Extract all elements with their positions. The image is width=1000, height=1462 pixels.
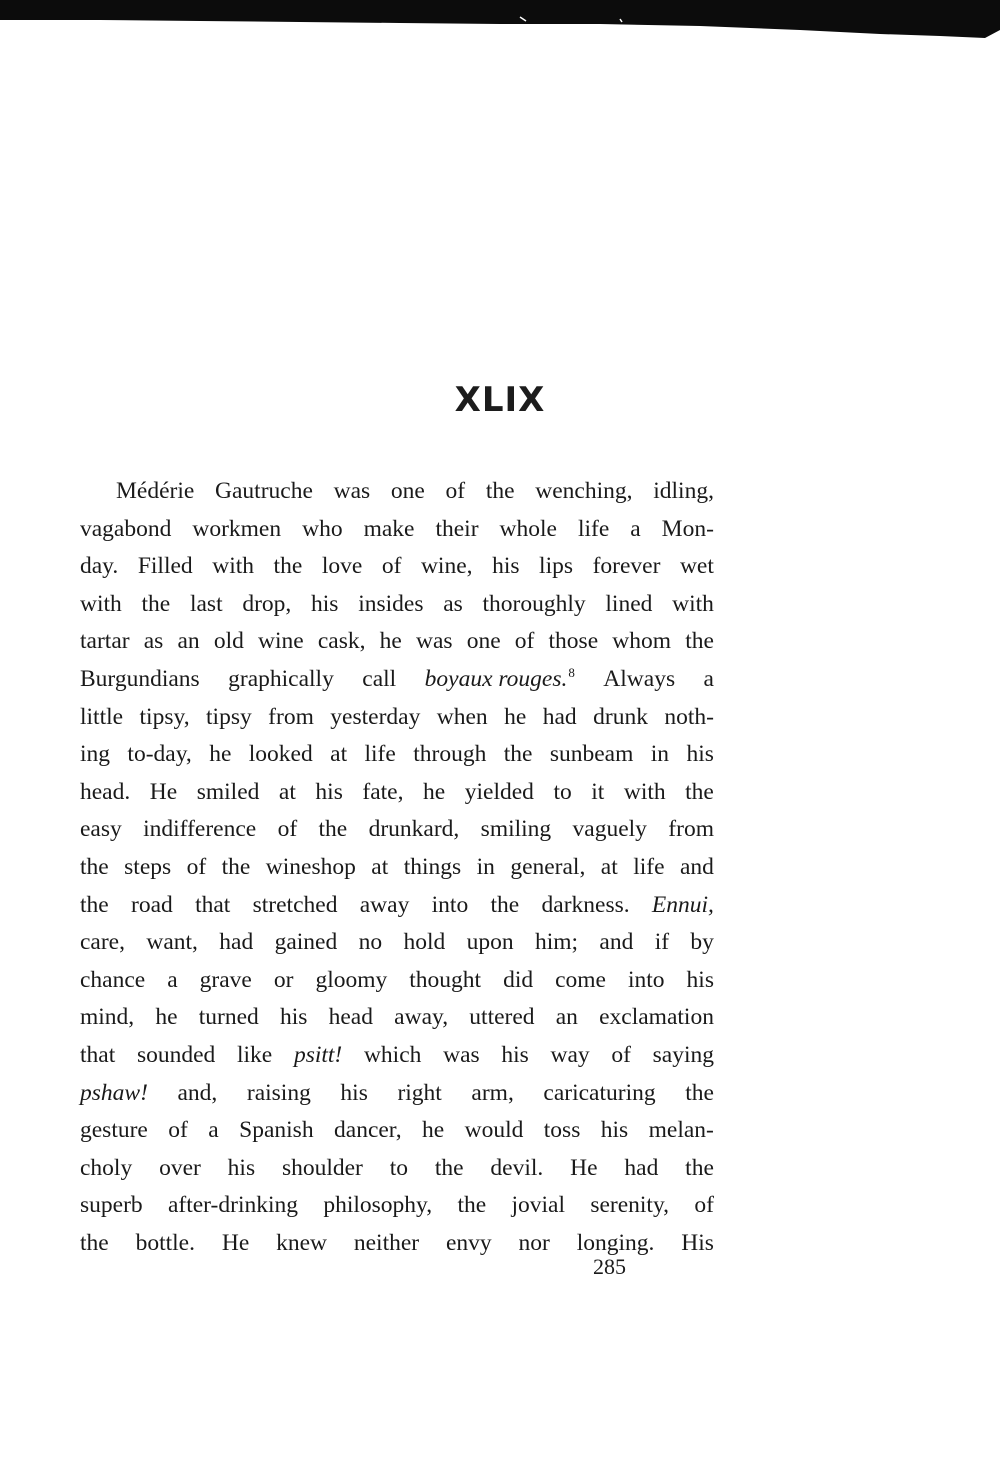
- word: Spanish: [239, 1117, 314, 1144]
- word: and,: [177, 1079, 218, 1106]
- text-line: [80, 849, 714, 887]
- word: his: [492, 553, 520, 580]
- word: the: [273, 553, 303, 580]
- word: mind,: [80, 1004, 135, 1031]
- word: of: [381, 553, 402, 580]
- word: arm,: [471, 1079, 514, 1106]
- word: day.: [80, 553, 119, 580]
- word: He: [570, 1154, 598, 1181]
- word: old: [213, 628, 244, 655]
- word: head: [328, 1004, 373, 1031]
- word: way: [550, 1041, 590, 1068]
- word: the: [80, 853, 109, 880]
- word: Gautruche: [215, 478, 313, 504]
- scan-top-edge: [0, 0, 1000, 40]
- word: care,: [80, 929, 125, 956]
- word: bottle.: [135, 1229, 195, 1256]
- word: life: [577, 515, 610, 542]
- word: his: [279, 1004, 308, 1031]
- word: after-drinking: [167, 1192, 298, 1219]
- word: of: [168, 1117, 188, 1144]
- word: idling,: [653, 478, 714, 504]
- text-line: [80, 623, 714, 661]
- word: to-day,: [127, 741, 192, 768]
- text-line: [80, 699, 714, 737]
- word: graphically: [228, 665, 334, 692]
- word: with: [212, 553, 254, 580]
- word: whom: [612, 628, 672, 655]
- word: general,: [510, 853, 586, 880]
- word: the: [685, 628, 714, 655]
- word: whole: [499, 515, 557, 542]
- word: or: [273, 966, 294, 993]
- word: at: [278, 778, 296, 805]
- word: no: [358, 929, 383, 956]
- word: those: [548, 628, 599, 655]
- word: head.: [80, 778, 131, 805]
- word: tartar: [80, 628, 130, 655]
- word: come: [555, 966, 606, 993]
- text-line: [80, 1037, 714, 1075]
- word: his: [340, 1079, 368, 1106]
- page-number-display: 285: [593, 1254, 626, 1279]
- word: Mon-: [661, 515, 714, 542]
- text-line: [80, 1150, 714, 1188]
- text-line: [80, 774, 714, 812]
- word: the: [503, 741, 533, 768]
- word: gained: [274, 929, 338, 956]
- word: steps: [124, 853, 172, 880]
- word: with: [80, 590, 122, 617]
- word: through: [413, 741, 487, 768]
- word: by: [690, 929, 714, 956]
- word: yesterday: [330, 703, 421, 730]
- word: Médérie: [116, 478, 195, 504]
- word: darkness.: [541, 891, 630, 918]
- word: wine: [258, 628, 304, 655]
- word: want,: [146, 929, 198, 956]
- word: gesture: [80, 1117, 148, 1144]
- word: call: [362, 665, 397, 692]
- word: thoroughly: [482, 590, 586, 617]
- word: melan-: [648, 1117, 714, 1144]
- word: easy: [80, 816, 122, 843]
- word: him;: [534, 929, 579, 956]
- word: Filled: [137, 553, 193, 580]
- text-line: [80, 887, 714, 925]
- word: the: [490, 891, 520, 918]
- word: sounded: [136, 1041, 216, 1068]
- word: he: [504, 703, 527, 730]
- word: grave: [199, 966, 252, 993]
- word: wineshop: [265, 853, 356, 880]
- word: a: [703, 665, 714, 692]
- word: was: [443, 1041, 480, 1068]
- word: upon: [466, 929, 514, 956]
- word: caricaturing: [543, 1079, 656, 1106]
- word: devil.: [490, 1154, 544, 1181]
- word: who: [302, 515, 343, 542]
- word: forever: [592, 553, 661, 580]
- word: vaguely: [572, 816, 647, 843]
- word: he: [379, 628, 402, 655]
- word: from: [268, 703, 314, 730]
- chapter-heading: XLIX: [454, 380, 546, 420]
- word: his: [315, 778, 343, 805]
- word: a: [167, 966, 178, 993]
- word: he: [209, 741, 232, 768]
- word: the: [685, 1154, 714, 1181]
- word: his: [227, 1154, 256, 1181]
- word: cask,: [317, 628, 366, 655]
- word: into: [431, 891, 469, 918]
- word: life: [364, 741, 396, 768]
- word: a: [208, 1117, 219, 1144]
- word: at: [600, 853, 618, 880]
- word: indifference: [143, 816, 257, 843]
- word: one: [390, 478, 425, 504]
- word: insides: [358, 590, 424, 617]
- word: toss: [543, 1117, 581, 1144]
- word: choly: [80, 1154, 133, 1181]
- word: with: [623, 778, 666, 805]
- word: it: [591, 778, 605, 805]
- word: of: [694, 1192, 714, 1219]
- word: tipsy: [206, 703, 252, 730]
- word: an: [555, 1004, 578, 1031]
- word: shoulder: [281, 1154, 363, 1181]
- word: the: [80, 1229, 109, 1256]
- text-line: [80, 586, 714, 624]
- word: wenching,: [535, 478, 633, 504]
- word: and: [599, 929, 634, 956]
- word: his: [686, 741, 714, 768]
- word: his: [501, 1041, 529, 1068]
- word: into: [627, 966, 665, 993]
- text-line: [80, 1075, 714, 1113]
- word: had: [624, 1154, 659, 1181]
- word: away: [359, 891, 410, 918]
- word: was: [415, 628, 453, 655]
- word: to: [389, 1154, 409, 1181]
- body-paragraph: [80, 473, 714, 1262]
- word: of: [611, 1041, 631, 1068]
- word: hold: [403, 929, 446, 956]
- word: if: [654, 929, 670, 956]
- word: as: [143, 628, 164, 655]
- word: road: [131, 891, 173, 918]
- word: He: [149, 778, 178, 805]
- word: at: [371, 853, 389, 880]
- word: he: [422, 1117, 445, 1144]
- word: lips: [539, 553, 574, 580]
- word: with: [672, 590, 714, 617]
- word: fate,: [362, 778, 404, 805]
- word: yielded: [464, 778, 534, 805]
- word: of: [514, 628, 535, 655]
- word: the: [685, 1079, 714, 1106]
- word: over: [159, 1154, 201, 1181]
- word: the: [80, 891, 109, 918]
- word: the: [457, 1192, 487, 1219]
- word: in: [476, 853, 495, 880]
- word: he: [423, 778, 446, 805]
- italic-phrase: pshaw!: [80, 1079, 148, 1106]
- word: of: [186, 853, 207, 880]
- word: one: [466, 628, 501, 655]
- word: saying: [652, 1041, 714, 1068]
- word: that: [80, 1041, 116, 1068]
- word: right: [397, 1079, 442, 1106]
- word: love: [321, 553, 363, 580]
- word: His: [681, 1229, 714, 1256]
- word: last: [189, 590, 223, 617]
- word: the: [221, 853, 251, 880]
- word: ing: [80, 741, 111, 768]
- word: chance: [80, 966, 146, 993]
- word: thought: [409, 966, 482, 993]
- word: when: [436, 703, 488, 730]
- word: noth-: [664, 703, 714, 730]
- text-line: [80, 736, 714, 774]
- word: the: [485, 478, 515, 504]
- word: drunk: [593, 703, 648, 730]
- word: wet: [679, 553, 714, 580]
- word: as: [443, 590, 463, 617]
- word: serenity,: [590, 1192, 670, 1219]
- word: the: [141, 590, 171, 617]
- word: neither: [353, 1229, 420, 1256]
- text-line: [80, 661, 714, 699]
- word: the: [434, 1154, 464, 1181]
- text-line: [80, 1112, 714, 1150]
- word: their: [435, 515, 479, 542]
- word: the: [685, 778, 714, 805]
- text-line: [80, 548, 714, 586]
- text-line: [80, 1187, 714, 1225]
- word: sunbeam: [549, 741, 634, 768]
- word: had: [542, 703, 577, 730]
- word: smiled: [196, 778, 260, 805]
- word: Always: [603, 665, 676, 692]
- word: he: [155, 1004, 178, 1031]
- word: wine,: [420, 553, 473, 580]
- word: things: [403, 853, 462, 880]
- word: the: [318, 816, 348, 843]
- word: to: [553, 778, 572, 805]
- word: and: [679, 853, 714, 880]
- word: drunkard,: [368, 816, 460, 843]
- word: longing.: [576, 1229, 655, 1256]
- text-line: [80, 811, 714, 849]
- word: would: [464, 1117, 524, 1144]
- text-line: [80, 473, 714, 511]
- word: gloomy: [315, 966, 388, 993]
- word: little: [80, 703, 124, 730]
- word: of: [445, 478, 466, 504]
- word: raising: [246, 1079, 311, 1106]
- text-line: [80, 999, 714, 1037]
- word: workmen: [192, 515, 282, 542]
- word: a: [630, 515, 641, 542]
- text-line: [80, 962, 714, 1000]
- word: smiling: [480, 816, 552, 843]
- word: dancer,: [334, 1117, 402, 1144]
- word: jovial: [511, 1192, 565, 1219]
- word: turned: [198, 1004, 259, 1031]
- word: Burgundians: [80, 665, 200, 692]
- word: did: [503, 966, 534, 993]
- word: looked: [248, 741, 313, 768]
- word: drop,: [242, 590, 292, 617]
- word: was: [333, 478, 371, 504]
- word: knew: [276, 1229, 328, 1256]
- word: of: [277, 816, 298, 843]
- word: his: [600, 1117, 629, 1144]
- word: nor: [518, 1229, 550, 1256]
- word: at: [330, 741, 348, 768]
- word: superb: [80, 1192, 143, 1219]
- word: from: [668, 816, 714, 843]
- word: lined: [605, 590, 653, 617]
- word: vagabond: [80, 515, 172, 542]
- word: had: [219, 929, 254, 956]
- word: an: [177, 628, 200, 655]
- word: exclamation: [599, 1004, 714, 1031]
- italic-phrase: Ennui,: [651, 891, 714, 918]
- word: envy: [445, 1229, 492, 1256]
- word: stretched: [252, 891, 338, 918]
- text-line: [80, 924, 714, 962]
- text-line: [80, 511, 714, 549]
- word: like: [236, 1041, 273, 1068]
- word: uttered: [469, 1004, 535, 1031]
- word: He: [221, 1229, 250, 1256]
- word: tipsy,: [139, 703, 190, 730]
- word: which: [363, 1041, 422, 1068]
- word: philosophy,: [323, 1192, 433, 1219]
- word: life: [633, 853, 665, 880]
- word: make: [363, 515, 415, 542]
- word: away,: [394, 1004, 449, 1031]
- word: that: [195, 891, 231, 918]
- italic-phrase: psitt!: [293, 1041, 343, 1068]
- word: in: [650, 741, 670, 768]
- word: his: [311, 590, 339, 617]
- word: his: [686, 966, 714, 993]
- italic-phrase: boyaux rouges.8: [424, 665, 575, 692]
